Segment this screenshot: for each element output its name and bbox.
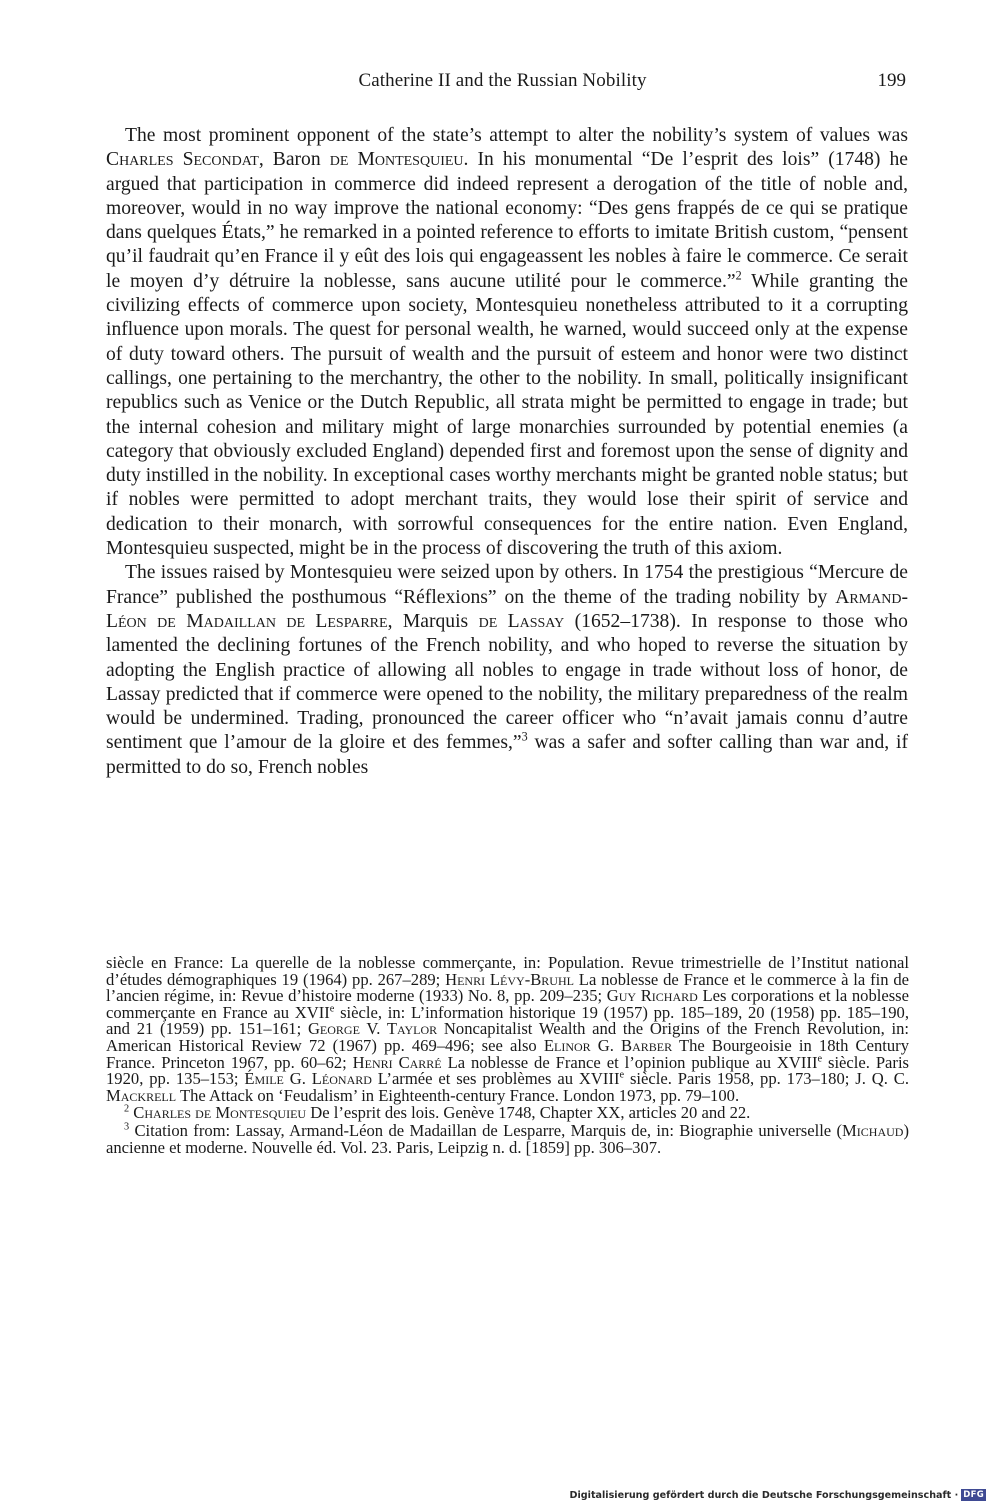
footnote-ref-3: 3 [521, 729, 528, 744]
person-name: Émile G. Léonard [244, 1069, 372, 1089]
running-head [0, 70, 1000, 100]
dfg-logo: DFG [963, 1490, 984, 1500]
person-name: Armand-Léon de Madaillan de Lesparre [106, 586, 908, 632]
digitization-credit [570, 1488, 986, 1502]
text-run: was a safer and softer calling than war and, if permitted to do so, French nobles [106, 732, 908, 778]
text-run: L’armée et ses problèmes au XVIII [371, 1069, 620, 1089]
text-run: The Attack on ‘Feudalism’ in Eighteenth-century France. London 1973, pp. 79–100. [176, 1085, 740, 1105]
person-name: Guy Richard [606, 986, 698, 1006]
person-name: Henri Lévy-Bruhl [445, 969, 574, 989]
text-run: Citation from: Lassay, Armand-Léon de Madaillan de Lesparre, Marquis de, in: Biographie universelle ( [129, 1120, 843, 1140]
text-run: De l’esprit des lois. Genève 1748, Chapter XX, articles 20 and 22. [306, 1103, 751, 1123]
text-run: The Bourgeoisie in 18th Century France. Princeton 1967, pp. 60–62; [106, 1035, 910, 1072]
text-run: Les corporations et la noblesse commerçante en France au XVII [106, 986, 909, 1022]
text-run: . In his monumental “De l’esprit des lois” (1748) he argued that participation in commerce did indeed represent a derogation of the title of noble and, moreover, would in no way improve the national economy: “Des gens frappés de ce qui se pratique dans quelques États,” he remarked in a pointed reference to efforts to imitate British custom, “pensent qu’il faudrait qu’en France il y eût des lois qui engageassent les nobles à faire le commerce. Ce serait le moyen d’y détruire la noblesse, sans aucune utilité pour le commerce.” [106, 149, 908, 292]
text-run: The issues raised by Montesquieu were seized upon by others. In 1754 the prestigious “Mercure de France” published the posthumous “Réflexions” on the theme of the trading nobility by [106, 562, 908, 608]
superscript: e [619, 1069, 625, 1081]
text-run: , Marquis [387, 610, 479, 632]
footnote-3 [106, 1120, 909, 1157]
paragraph-lassay [106, 561, 908, 780]
text-run: siècle en France: La querelle de la noblesse commerçante, in: Population. Revue trimestrielle de l’Institut national d’études démographiques 19 (1964) pp. 267–289; [106, 953, 909, 989]
text-run: La noblesse de France et le commerce à la fin de l’ancien régime, in: Revue d’histoire moderne (1933) No. 8, pp. 209–235; [106, 969, 910, 1006]
person-name: de Lassay [478, 610, 565, 632]
text-run: ) ancienne et moderne. Nouvelle éd. Vol. 23. Paris, Leipzig n. d. [1859] pp. 306–307. [106, 1120, 909, 1157]
text-run: siècle, in: L’information historique 19 (1957) pp. 185–189, 20 (1958) pp. 185–190, and 21 (1959) pp. 151–161; [106, 1002, 910, 1039]
paragraph-montesquieu [106, 124, 908, 561]
text-run: siècle. Paris 1958, pp. 173–180; [624, 1069, 856, 1089]
person-name: George V. Taylor [307, 1019, 438, 1039]
footnote-mark: 2 [124, 1103, 130, 1115]
person-name: Charles de Montesquieu [133, 1103, 307, 1123]
person-name: J. Q. C. Mackrell [106, 1069, 909, 1105]
person-name: Michaud [842, 1120, 904, 1140]
person-name: Elinor G. Barber [543, 1035, 673, 1055]
superscript: e [329, 1003, 335, 1015]
main-text [106, 124, 908, 780]
person-name: de Montesquieu [329, 149, 464, 171]
text-run: , Baron [258, 149, 330, 171]
text-run: While granting the civilizing effects of commerce upon society, Montesquieu nonetheless attributed to it a corrupting influence upon morals. The quest for personal wealth, he warned, would succeed only at the expense of duty toward others. The pursuit of wealth and the pursuit of esteem and honor were two distinct callings, one pertaining to the merchantry, the other to the nobility. In small, politically insignificant republics such as Venice or the Dutch Republic, all strata might be permitted to engage in trade; but the internal cohesion and military might of large monarchies surrounded by potential enemies (a category that obviously excluded England) depended first and foremost upon the sense of dignity and duty instilled in the nobility. In exceptional cases worthy merchants might be granted noble status; but if nobles were permitted to adopt merchant traits, they would lose their spirit of service and dedication to their monarch, with sorrowful consequences for the entire nation. Even England, Montesquieu suspected, might be in the process of discovering the truth of this axiom. [106, 270, 909, 560]
text-run: The most prominent opponent of the state’s attempt to alter the nobility’s system of values was [125, 125, 908, 146]
credit-text: Digitalisierung gefördert durch die Deutsche Forschungsgemeinschaft · [569, 1489, 959, 1501]
footnote-mark: 3 [124, 1121, 130, 1133]
text-run: Noncapitalist Wealth and the Origins of the French Revolution, in: American Historical Review 72 (1967) pp. 469–496; see also [106, 1019, 909, 1055]
text-run: La noblesse de France et l’opinion publique au XVIII [441, 1052, 818, 1072]
person-name: Charles Secondat [106, 149, 259, 171]
running-title: Catherine II and the Russian Nobility [358, 70, 647, 91]
text-run: siècle. Paris 1920, pp. 135–153; [106, 1052, 910, 1089]
person-name: Henri Carré [352, 1052, 442, 1072]
footnotes [106, 955, 909, 1156]
superscript: e [817, 1053, 823, 1065]
footnote-continuation [106, 955, 909, 1104]
page-number: 199 [877, 70, 906, 91]
footnote-ref-2: 2 [735, 268, 742, 283]
text-run: (1652–1738). In response to those who lamented the declining fortunes of the French nobility, and who hoped to reverse the situation by adopting the English practice of allowing all nobles to engage in trade without loss of honor, de Lassay predicted that if commerce were opened to the nobility, the military preparedness of the realm would be undermined. Trading, pronounced the career officer who “n’avait jamais connu d’autre sentiment que l’amour de la gloire et des femmes,” [106, 610, 908, 754]
footnote-2 [106, 1105, 909, 1122]
